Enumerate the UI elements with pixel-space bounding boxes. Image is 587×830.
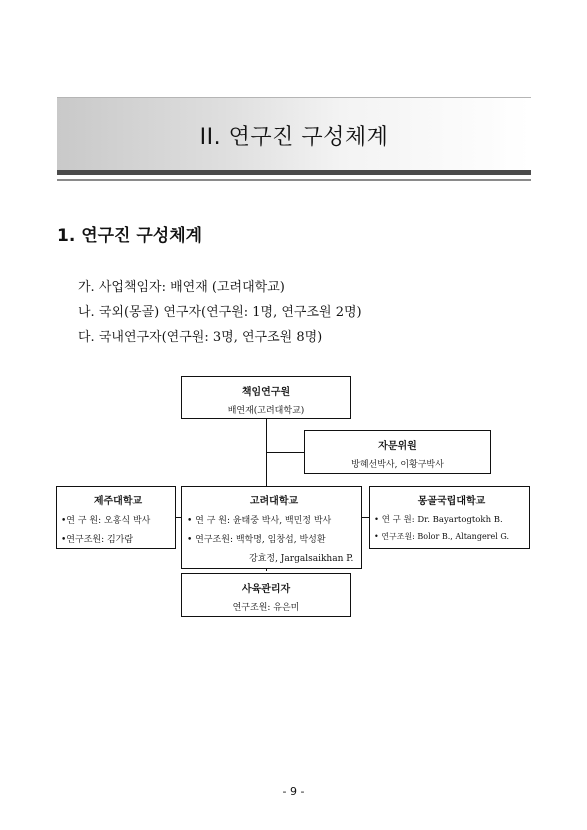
list-item: 나. 국외(몽골) 연구자(연구원: 1명, 연구조원 2명) [78,305,362,320]
connector-mongolia [362,517,369,518]
mongolia-assistant-row: • 연구조원: Bolor B., Altangerel G. [374,532,509,541]
page-number: - 9 - [282,785,305,798]
banner-rule-thick [57,170,531,175]
breeding-manager-box [181,573,351,617]
advisor-box [304,430,491,474]
mongolia-university-box [369,486,530,549]
korea-university-title: 고려대학교 [249,496,299,507]
advisor-names: 방혜선박사, 이황구박사 [351,460,444,470]
lead-researcher-name: 배연재(고려대학교) [227,406,305,416]
advisor-title: 자문위원 [378,441,417,452]
korea-assistant-row-cont: 강효정, Jargalsaikhan P. [249,554,354,564]
korea-university-box [181,486,362,569]
mongolia-university-title: 몽골국립대학교 [417,496,486,507]
list-item: 가. 사업책임자: 배연재 (고려대학교) [78,280,285,295]
list-item: 다. 국내연구자(연구원: 3명, 연구조원 8명) [78,330,323,345]
jeju-assistant-row: •연구조원: 김가람 [61,535,134,545]
jeju-university-box [56,486,176,549]
connector-advisor [266,452,304,453]
chapter-banner [57,97,531,170]
breeding-manager-title: 사육관리자 [241,584,291,595]
section-heading: 1. 연구진 구성체계 [57,226,203,246]
jeju-researcher-row: •연 구 원: 오홍식 박사 [61,516,151,526]
chapter-title: II. 연구진 구성체계 [199,125,389,150]
banner-rule-thin [57,179,531,181]
lead-researcher-box [181,376,351,419]
korea-assistant-row: • 연구조원: 백학명, 임창섭, 박성환 [187,535,326,545]
breeding-manager-names: 연구조원: 유은미 [232,603,300,613]
mongolia-researcher-row: • 연 구 원: Dr. Bayartogtokh B. [374,515,503,525]
jeju-university-title: 제주대학교 [93,496,143,507]
lead-researcher-title: 책임연구원 [241,387,291,398]
korea-researcher-row: • 연 구 원: 윤태중 박사, 백민정 박사 [187,516,332,526]
